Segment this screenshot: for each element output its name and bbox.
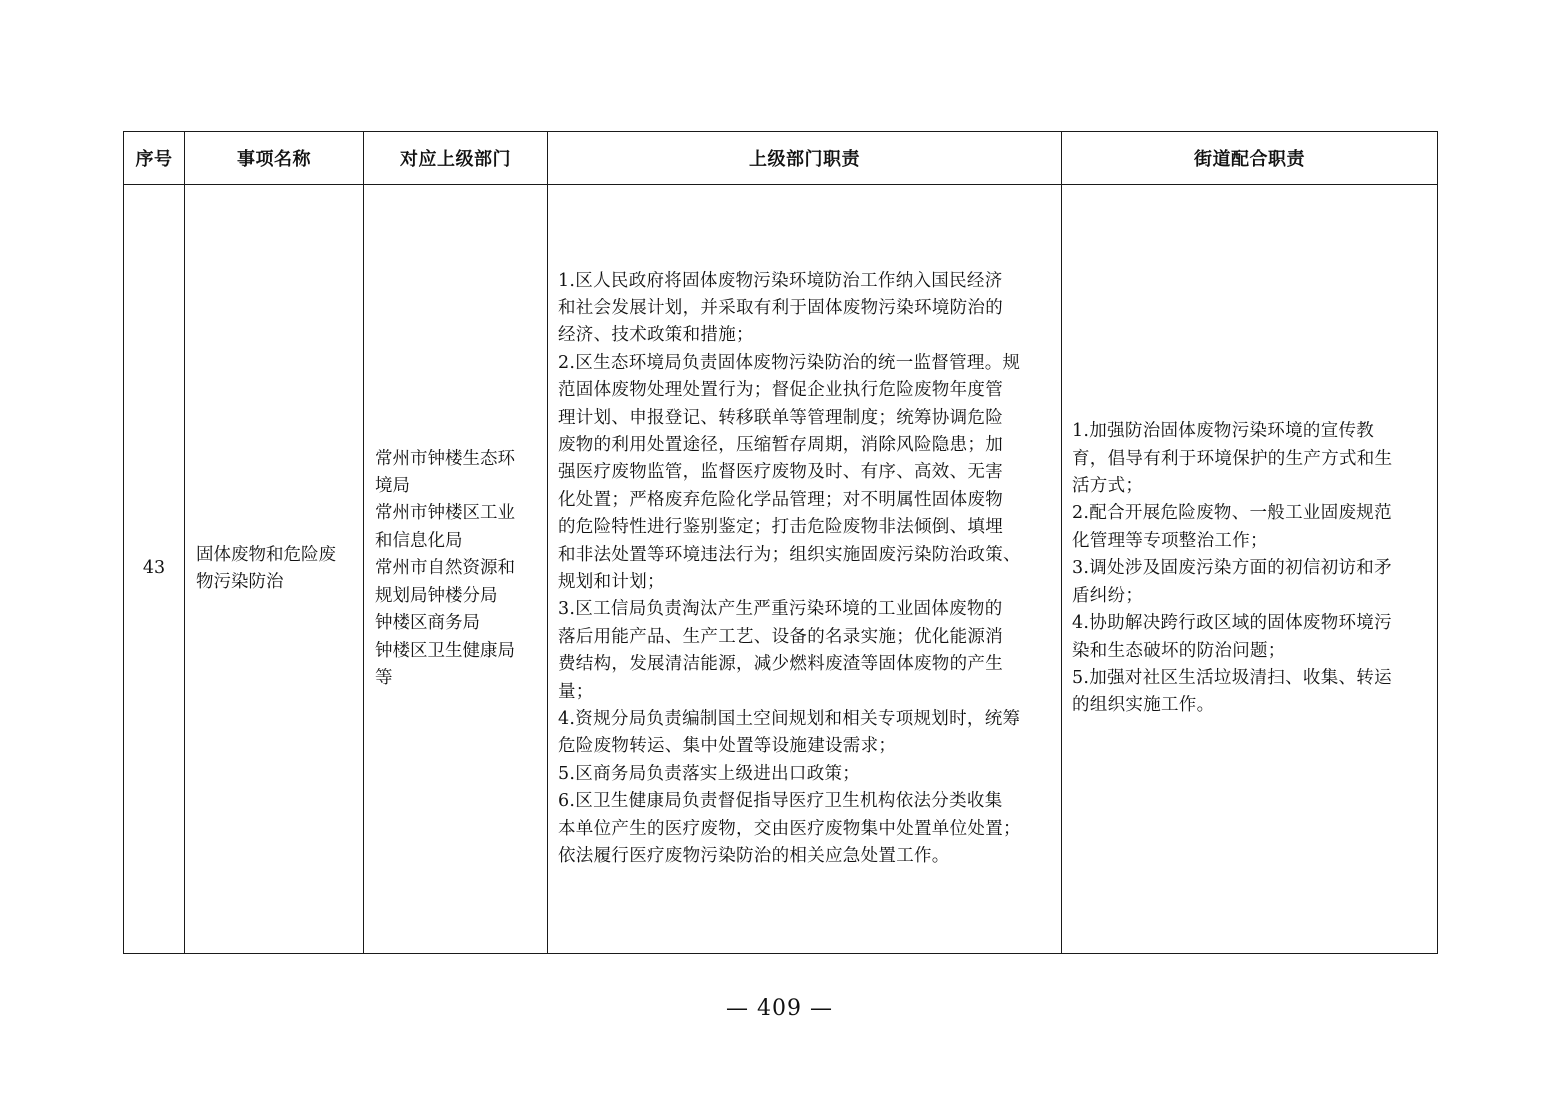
- text-line: 染和生态破坏的防治问题；: [1072, 640, 1286, 661]
- header-serial-number: 序号: [124, 132, 185, 185]
- text-line: 1.区人民政府将固体废物污染环境防治工作纳入国民经济: [558, 270, 1003, 291]
- text-line: 规划局钟楼分局: [375, 585, 498, 606]
- text-line: 依法履行医疗废物污染防治的相关应急处置工作。: [558, 846, 950, 867]
- text-line: 化管理等专项整治工作；: [1072, 530, 1268, 551]
- text-line: 和信息化局: [375, 530, 463, 551]
- text-line: 强医疗废物监管，监督医疗废物及时、有序、高效、无害: [558, 462, 1003, 483]
- text-line: 2.区生态环境局负责固体废物污染防治的统一监督管理。规: [558, 352, 1021, 373]
- text-line: 2.配合开展危险废物、一般工业固废规范: [1072, 503, 1392, 524]
- text-line: 量；: [558, 681, 594, 702]
- text-line: 3.区工信局负责淘汰产生严重污染环境的工业固体废物的: [558, 599, 1003, 620]
- text-line: 6.区卫生健康局负责督促指导医疗卫生机构依法分类收集: [558, 791, 1003, 812]
- text-line: 理计划、申报登记、转移联单等管理制度；统筹协调危险: [558, 407, 1003, 428]
- cell-superior-duties: [548, 185, 1062, 954]
- item-name-lines: [185, 542, 363, 597]
- cell-serial-number: 43: [124, 185, 185, 954]
- text-line: 活方式；: [1072, 476, 1144, 497]
- text-line: 5.区商务局负责落实上级进出口政策；: [558, 763, 861, 784]
- text-line: 等: [375, 667, 393, 688]
- text-line: 和社会发展计划，并采取有利于固体废物污染环境防治的: [558, 297, 1003, 318]
- header-superior-department: 对应上级部门: [364, 132, 548, 185]
- text-line: 和非法处置等环境违法行为；组织实施固废污染防治政策、: [558, 544, 1021, 565]
- text-line: 固体废物和危险废: [196, 544, 336, 565]
- text-line: 钟楼区卫生健康局: [375, 640, 515, 661]
- text-line: 经济、技术政策和措施；: [558, 325, 754, 346]
- text-line: 危险废物转运、集中处置等设施建设需求；: [558, 736, 897, 757]
- text-line: 常州市自然资源和: [375, 558, 515, 579]
- text-line: 的危险特性进行鉴别鉴定；打击危险废物非法倾倒、填埋: [558, 517, 1003, 538]
- text-line: 费结构，发展清洁能源，减少燃料废渣等固体废物的产生: [558, 654, 1003, 675]
- street-duty-lines: [1062, 418, 1437, 719]
- table-header-row: [124, 132, 1438, 185]
- text-line: 的组织实施工作。: [1072, 695, 1215, 716]
- text-line: 4.协助解决跨行政区域的固体废物环境污: [1072, 613, 1392, 634]
- duty-lines: [548, 268, 1061, 871]
- text-line: 化处置；严格废弃危险化学品管理；对不明属性固体废物: [558, 489, 1003, 510]
- table-row: [124, 185, 1438, 954]
- text-line: 范固体废物处理处置行为；督促企业执行危险废物年度管: [558, 380, 1003, 401]
- department-lines: [364, 446, 547, 693]
- text-line: 常州市钟楼区工业: [375, 503, 515, 524]
- header-street-duties: 街道配合职责: [1062, 132, 1438, 185]
- cell-superior-department: [364, 185, 548, 954]
- text-line: 盾纠纷；: [1072, 585, 1144, 606]
- text-line: 1.加强防治固体废物污染环境的宣传教: [1072, 421, 1375, 442]
- text-line: 本单位产生的医疗废物，交由医疗废物集中处置单位处置；: [558, 818, 1021, 839]
- text-line: 落后用能产品、生产工艺、设备的名录实施；优化能源消: [558, 626, 1003, 647]
- text-line: 4.资规分局负责编制国土空间规划和相关专项规划时，统筹: [558, 709, 1021, 730]
- text-line: 常州市钟楼生态环: [375, 448, 515, 469]
- header-item-name: 事项名称: [185, 132, 364, 185]
- text-line: 5.加强对社区生活垃圾清扫、收集、转运: [1072, 667, 1392, 688]
- text-line: 物污染防治: [196, 572, 284, 592]
- text-line: 育，倡导有利于环境保护的生产方式和生: [1072, 448, 1393, 469]
- text-line: 废物的利用处置途径，压缩暂存周期，消除风险隐患；加: [558, 434, 1003, 455]
- text-line: 钟楼区商务局: [375, 613, 480, 634]
- text-line: 境局: [375, 476, 410, 497]
- cell-street-duties: [1062, 185, 1438, 954]
- text-line: 规划和计划；: [558, 572, 665, 592]
- page-number: — 409 —: [726, 996, 833, 1021]
- text-line: 3.调处涉及固废污染方面的初信初访和矛: [1072, 558, 1392, 579]
- responsibility-table: [123, 131, 1438, 954]
- header-superior-duties: 上级部门职责: [548, 132, 1062, 185]
- cell-item-name: [185, 185, 364, 954]
